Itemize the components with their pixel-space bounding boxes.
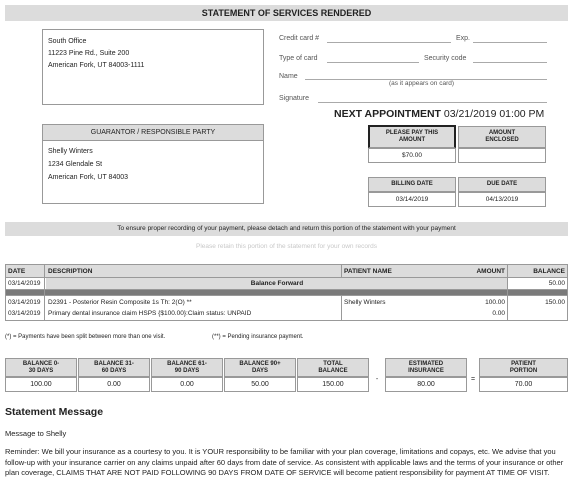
footnote-split: (*) = Payments have been split between more than one visit. <box>5 334 166 340</box>
col-description: DESCRIPTION <box>48 268 93 275</box>
security-code-field[interactable] <box>473 62 547 63</box>
guarantor-name: Shelly Winters <box>48 148 93 155</box>
office-street: 11223 Pine Rd., Suite 200 <box>48 50 130 57</box>
next-appointment <box>334 108 544 120</box>
ledger-table <box>5 264 568 321</box>
amount-enclosed-header: AMOUNT ENCLOSED <box>458 126 546 148</box>
card-type-label: Type of card <box>279 55 318 62</box>
amount-enclosed-field[interactable] <box>458 148 546 163</box>
row-description: D2391 - Posterior Resin Composite 1s Th: 2(O) ** <box>48 299 192 306</box>
statement-header: STATEMENT OF SERVICES RENDERED <box>5 5 568 21</box>
col-line <box>341 295 342 321</box>
row-amount: 0.00 <box>492 310 505 317</box>
forward-balance: 50.00 <box>548 280 565 287</box>
balance-0-30-value: 100.00 <box>5 377 77 392</box>
equals-sign: = <box>470 376 476 383</box>
minus-sign: - <box>375 376 379 383</box>
billing-date-value: 03/14/2019 <box>368 192 456 207</box>
guarantor-street: 1234 Glendale St <box>48 161 103 168</box>
balance-90-header: BALANCE 90+ DAYS <box>224 358 296 377</box>
guarantor-city: American Fork, UT 84003 <box>48 174 129 181</box>
next-appointment-label: NEXT APPOINTMENT <box>334 108 441 120</box>
please-pay-header: PLEASE PAY THIS AMOUNT <box>368 125 456 148</box>
patient-portion-header: PATIENT PORTION <box>479 358 568 377</box>
balance-0-30-header: BALANCE 0-30 DAYS <box>5 358 77 377</box>
col-line <box>507 264 508 321</box>
exp-label: Exp. <box>456 35 471 42</box>
col-line <box>44 264 45 321</box>
due-date-header: DUE DATE <box>458 177 546 192</box>
row-balance: 150.00 <box>545 299 565 306</box>
balance-90-value: 50.00 <box>224 377 296 392</box>
signature-label: Signature <box>279 95 309 102</box>
col-patient: PATIENT NAME <box>344 268 392 275</box>
card-type-field[interactable] <box>327 62 419 63</box>
please-pay-value: $70.00 <box>368 148 456 163</box>
detach-note: To ensure proper recording of your payment, please detach and return this portion of the statement with your payment <box>5 222 568 236</box>
balance-31-60-header: BALANCE 31-60 DAYS <box>78 358 150 377</box>
total-balance-value: 150.00 <box>297 377 369 392</box>
office-city: American Fork, UT 84003-1111 <box>48 62 145 69</box>
forward-date: 03/14/2019 <box>8 280 41 287</box>
balance-forward-row <box>5 278 568 290</box>
guarantor-box <box>42 124 264 204</box>
footnote-pending: (**) = Pending insurance payment. <box>212 334 304 340</box>
total-balance-header: TOTAL BALANCE <box>297 358 369 377</box>
office-name: South Office <box>48 38 87 45</box>
name-hint: (as it appears on card) <box>389 80 455 87</box>
guarantor-header: GUARANTOR / RESPONSIBLE PARTY <box>43 125 263 141</box>
patient-portion-value: 70.00 <box>479 377 568 392</box>
security-code-label: Security code <box>424 55 467 62</box>
row-amount: 100.00 <box>485 299 505 306</box>
next-appointment-datetime: 03/21/2019 01:00 PM <box>443 108 545 120</box>
aging-summary <box>5 358 568 394</box>
credit-card-label: Credit card # <box>279 35 320 42</box>
balance-61-90-header: BALANCE 61-90 DAYS <box>151 358 223 377</box>
name-label: Name <box>279 73 298 80</box>
balance-31-60-value: 0.00 <box>78 377 150 392</box>
row-date: 03/14/2019 <box>8 299 41 306</box>
signature-field[interactable] <box>318 102 547 103</box>
col-date: DATE <box>8 268 26 275</box>
estimated-insurance-value: 80.00 <box>385 377 467 392</box>
credit-card-field[interactable] <box>327 42 451 43</box>
estimated-insurance-header: ESTIMATED INSURANCE <box>385 358 467 377</box>
statement-message-greeting: Message to Shelly <box>5 429 67 438</box>
col-balance: BALANCE <box>533 268 565 275</box>
col-line <box>341 264 342 278</box>
table-row <box>5 295 568 308</box>
forward-label: Balance Forward <box>46 278 508 289</box>
office-address-box <box>42 29 264 105</box>
exp-field[interactable] <box>473 42 547 43</box>
col-amount: AMOUNT <box>476 268 505 275</box>
retain-note: Please retain this portion of the statement for your own records <box>195 243 377 250</box>
ledger-header <box>5 264 568 278</box>
billing-date-header: BILLING DATE <box>368 177 456 192</box>
statement-message-body: Reminder: We bill your insurance as a courtesy to you. It is YOUR responsibility to be familiar with your plan coverage, limitations and copays, etc. We advise that you follow-up with your insurance carrier on any claims unpaid after 60 days from date of service. As consistent with applicable laws and the terms of your insurance or other plan coverage, CLAIMS THAT ARE NOT PAID FOLLOWING 90 DAYS FROM DATE OF SERVICE will become patient responsibility for payment AT TIME OF VISIT. <box>5 447 564 477</box>
row-date: 03/14/2019 <box>8 310 41 317</box>
balance-61-90-value: 0.00 <box>151 377 223 392</box>
row-patient: Shelly Winters <box>344 299 386 306</box>
statement-message-title: Statement Message <box>5 406 104 418</box>
row-description: Primary dental insurance claim HSPS {$100.00}:Claim status: UNPAID <box>48 310 252 317</box>
table-row <box>5 308 568 321</box>
due-date-value: 04/13/2019 <box>458 192 546 207</box>
